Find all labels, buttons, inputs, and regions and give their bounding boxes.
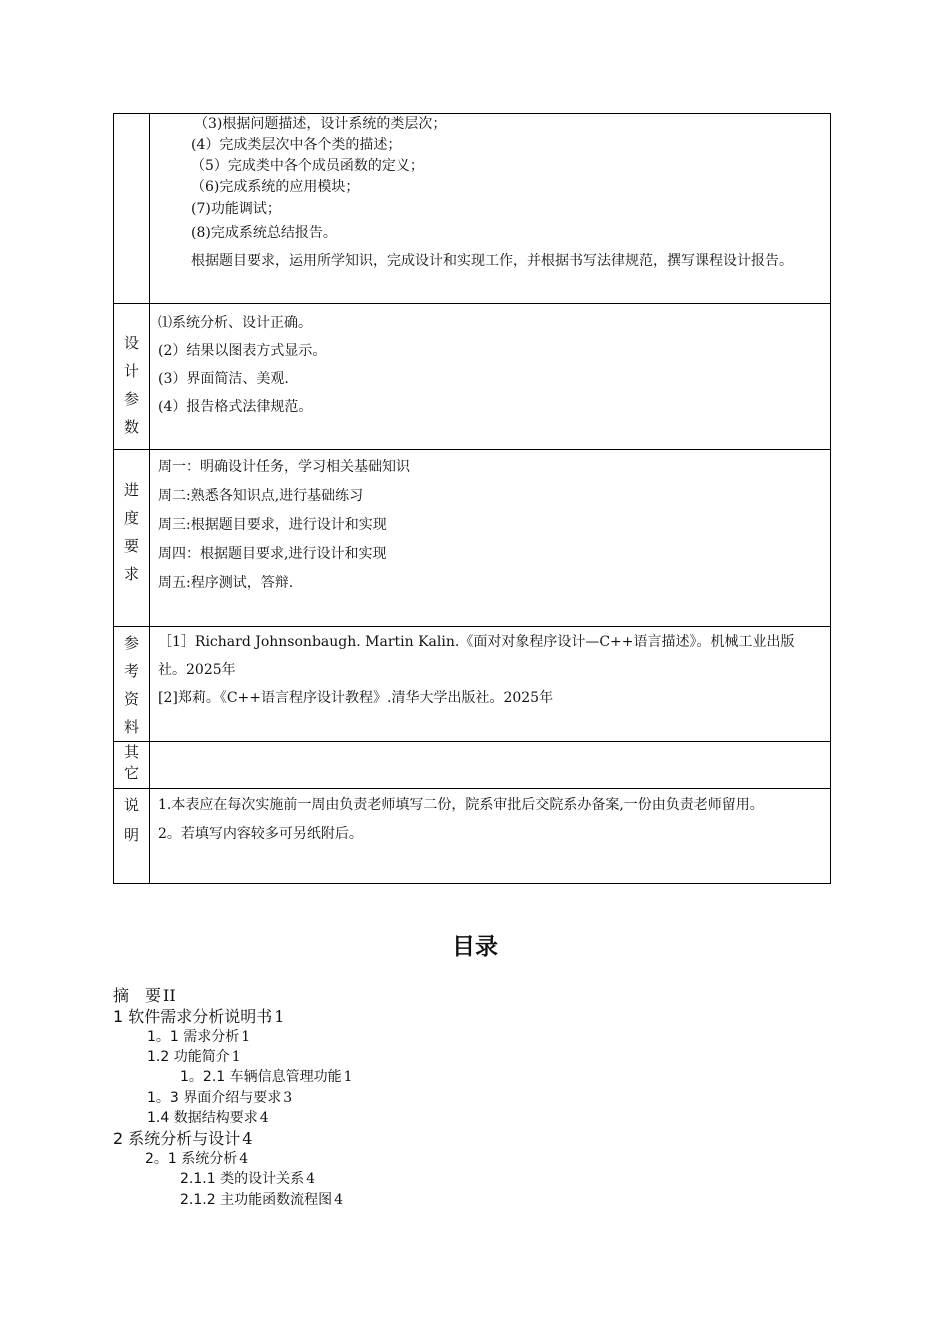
- progress-item: 周四：根据题目要求,进行设计和实现: [158, 546, 387, 562]
- notes-content: [150, 789, 831, 884]
- reference-item: ［1］Richard Johnsonbaugh. Martin Kalin.《面对对象程序设计—C++语言描述》。机械工业出版社。2025年: [158, 634, 795, 678]
- toc-entry-text: 2 系统分析与设计: [113, 1129, 241, 1148]
- label-char: 进: [123, 481, 139, 499]
- toc-page-number: 4: [242, 1129, 253, 1148]
- toc-entry[interactable]: [113, 1047, 833, 1067]
- task-summary-paragraph: 根据题目要求，运用所学知识，完成设计和实现工作，并根据书写法律规范，撰写课程设计报告。: [191, 253, 793, 269]
- toc-entry[interactable]: [113, 1190, 833, 1211]
- toc-page-number: 4: [259, 1110, 269, 1126]
- toc-page-number: 4: [334, 1192, 343, 1208]
- progress-item: 周一：明确设计任务，学习相关基础知识: [158, 459, 410, 475]
- toc-entry-text: 1 软件需求分析说明书: [113, 1007, 273, 1026]
- reference-item: [2]郑莉。《C++语言程序设计教程》.清华大学出版社。2025年: [158, 690, 554, 706]
- progress-row: [114, 450, 831, 627]
- label-char: 度: [123, 509, 139, 527]
- label-char: 明: [123, 826, 139, 844]
- other-row: [114, 742, 831, 789]
- task-content-cell: [150, 114, 831, 304]
- other-content: [150, 742, 831, 789]
- label-char: 它: [123, 764, 139, 782]
- toc-entry-text: 1.2 功能简介: [147, 1049, 230, 1065]
- toc-entry[interactable]: [113, 1128, 833, 1149]
- design-param-item: (4）报告格式法律规范。: [158, 399, 313, 415]
- task-line: (7)功能调试；: [191, 201, 281, 217]
- toc-entry[interactable]: [113, 1006, 833, 1027]
- toc-entry[interactable]: [113, 1088, 833, 1108]
- label-char: 要: [123, 537, 139, 555]
- toc-entry[interactable]: [113, 985, 833, 1006]
- toc-entry[interactable]: [113, 1108, 833, 1128]
- note-item: 2。若填写内容较多可另纸附后。: [158, 826, 363, 842]
- label-char: 参: [123, 390, 139, 408]
- label-char: 设: [123, 334, 139, 352]
- task-line: (4）完成类层次中各个类的描述；: [191, 137, 402, 153]
- design-param-item: ⑴系统分析、设计正确。: [158, 315, 312, 331]
- label-char: 说: [123, 796, 139, 814]
- design-params-label: [114, 304, 150, 450]
- design-param-item: (2）结果以图表方式显示。: [158, 343, 327, 359]
- toc-entry-text: 2。1 系统分析: [145, 1151, 238, 1167]
- label-char: 计: [123, 362, 139, 380]
- label-char: 数: [123, 418, 139, 436]
- table-of-contents: [113, 985, 833, 1211]
- toc-page-number: 4: [306, 1171, 315, 1187]
- design-params-row: [114, 304, 831, 450]
- toc-entry[interactable]: [113, 1067, 833, 1088]
- toc-page-number: 1: [231, 1049, 241, 1065]
- toc-entry-text: 1。2.1 车辆信息管理功能: [180, 1069, 342, 1085]
- task-form-table: [113, 113, 831, 884]
- toc-page-number: 1: [274, 1007, 285, 1026]
- toc-entry-text: 1.4 数据结构要求: [147, 1110, 258, 1126]
- label-char: 资: [123, 690, 139, 708]
- toc-entry[interactable]: [113, 1149, 833, 1169]
- task-line: （5）完成类中各个成员函数的定义；: [191, 158, 424, 174]
- label-char: 参: [123, 634, 139, 652]
- task-line: (8)完成系统总结报告。: [191, 225, 337, 241]
- references-content: [150, 627, 831, 742]
- toc-page-number: II: [163, 986, 176, 1005]
- toc-page-number: 1: [241, 1029, 251, 1045]
- notes-label: [114, 789, 150, 884]
- task-line: （3)根据问题描述，设计系统的类层次；: [194, 116, 447, 132]
- toc-page-number: 1: [343, 1069, 353, 1085]
- toc-page-number: 3: [283, 1090, 293, 1106]
- progress-label: [114, 450, 150, 627]
- references-row: [114, 627, 831, 742]
- toc-entry-text: 摘 要: [113, 986, 162, 1005]
- toc-page-number: 4: [239, 1151, 249, 1167]
- progress-item: 周五:程序测试，答辩.: [158, 575, 294, 591]
- toc-title: 目录: [452, 934, 498, 960]
- other-label: [114, 742, 150, 789]
- progress-item: 周三:根据题目要求，进行设计和实现: [158, 517, 387, 533]
- toc-entry-text: 1。3 界面介绍与要求: [147, 1090, 282, 1106]
- toc-entry-text: 2.1.1 类的设计关系: [180, 1171, 305, 1187]
- note-item: 1.本表应在每次实施前一周由负责老师填写二份，院系审批后交院系办备案,一份由负责老师留用。: [158, 797, 764, 813]
- toc-entry[interactable]: [113, 1027, 833, 1047]
- label-char: 求: [123, 565, 139, 583]
- references-label: [114, 627, 150, 742]
- design-param-item: (3）界面简洁、美观.: [158, 371, 289, 387]
- toc-entry[interactable]: [113, 1169, 833, 1190]
- toc-entry-text: 1。1 需求分析: [147, 1029, 240, 1045]
- toc-entry-text: 2.1.2 主功能函数流程图: [180, 1192, 333, 1208]
- task-line: （6)完成系统的应用模块；: [191, 179, 360, 195]
- label-char: 其: [123, 743, 139, 761]
- label-char: 考: [123, 662, 139, 680]
- task-content-row: [114, 114, 831, 304]
- empty-label-cell: [114, 114, 150, 304]
- progress-item: 周二:熟悉各知识点,进行基础练习: [158, 488, 364, 504]
- label-char: 料: [123, 718, 139, 736]
- progress-content: [150, 450, 831, 627]
- notes-row: [114, 789, 831, 884]
- design-params-content: [150, 304, 831, 450]
